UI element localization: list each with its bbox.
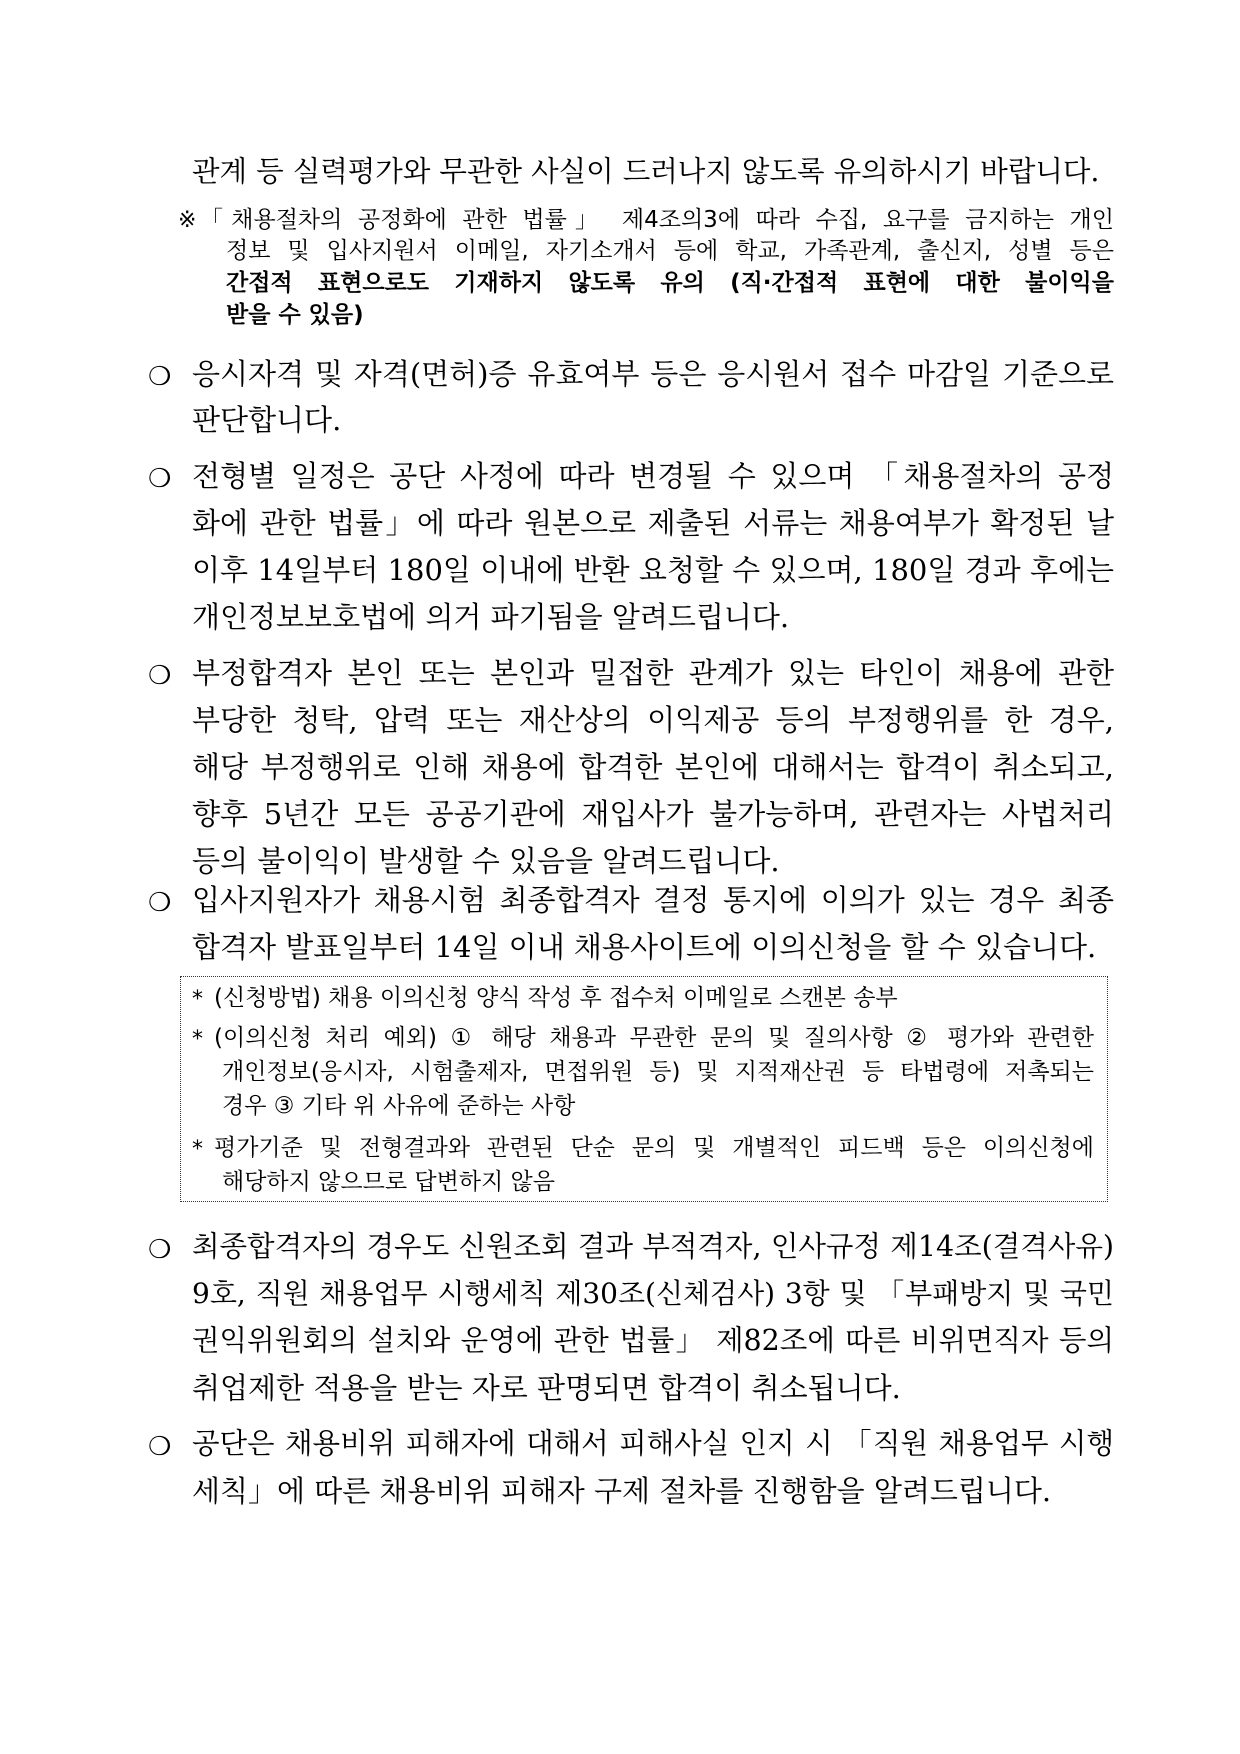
asterisk-mark: * xyxy=(192,1027,203,1052)
item-line: 개인정보보호법에 의거 파기됨을 알려드립니다. xyxy=(192,600,790,634)
intro-line: 관계 등 실력평가와 무관한 사실이 드러나지 않도록 유의하시기 바랍니다. xyxy=(192,155,1100,188)
item-line: 해당 부정행위로 인해 채용에 합격한 본인에 대해서는 합격이 취소되고, xyxy=(192,750,1114,784)
box-line: 해당하지 않으므로 답변하지 않음 xyxy=(222,1169,555,1195)
item-line: 입사지원자가 채용시험 최종합격자 결정 통지에 이의가 있는 경우 최종 xyxy=(192,883,1114,917)
item-line: 공단은 채용비위 피해자에 대해서 피해사실 인지 시 「직원 채용업무 시행 xyxy=(192,1427,1114,1460)
item-line: 취업제한 적용을 받는 자로 판명되면 합격이 취소됩니다. xyxy=(192,1371,901,1405)
item-line: 등의 불이익이 발생할 수 있음을 알려드립니다. xyxy=(192,844,780,878)
item-line: 9호, 직원 채용업무 시행세칙 제30조(신체검사) 3항 및 「부패방지 및 국민 xyxy=(192,1277,1114,1310)
item-line: 최종합격자의 경우도 신원조회 결과 부적격자, 인사규정 제14조(결격사유) xyxy=(192,1230,1114,1263)
item-line: 이후 14일부터 180일 이내에 반환 요청할 수 있으며, 180일 경과 후에는 xyxy=(192,553,1114,587)
item-line: 합격자 발표일부터 14일 이내 채용사이트에 이의신청을 할 수 있습니다. xyxy=(192,930,1097,964)
note-line: 「채용절차의 공정화에 관한 법률」 제4조의3에 따라 수집, 요구를 금지하는 개인 xyxy=(200,207,1114,233)
bullet-icon: ❍ xyxy=(148,1432,172,1462)
item-line: 권익위원회의 설치와 운영에 관한 법률」 제82조에 따른 비위면직자 등의 xyxy=(192,1324,1114,1357)
note-reference-mark: ※ xyxy=(178,208,197,233)
item-line: 판단합니다. xyxy=(192,403,342,437)
box-line: 경우 ③ 기타 위 사유에 준하는 사항 xyxy=(222,1093,576,1119)
item-line: 화에 관한 법률」에 따라 원본으로 제출된 서류는 채용여부가 확정된 날 xyxy=(192,506,1114,540)
item-line: 향후 5년간 모든 공공기관에 재입사가 불가능하며, 관련자는 사법처리 xyxy=(192,797,1114,831)
item-line: 세칙」에 따른 채용비위 피해자 구제 절차를 진행함을 알려드립니다. xyxy=(192,1474,1052,1508)
asterisk-mark: * xyxy=(192,987,203,1012)
box-line: (신청방법) 채용 이의신청 양식 작성 후 접수처 이메일로 스캔본 송부 xyxy=(214,985,898,1011)
bullet-icon: ❍ xyxy=(148,464,172,494)
item-line: 전형별 일정은 공단 사정에 따라 변경될 수 있으며 「채용절차의 공정 xyxy=(192,459,1114,493)
bullet-icon: ❍ xyxy=(148,362,172,392)
box-line: 평가기준 및 전형결과와 관련된 단순 문의 및 개별적인 피드백 등은 이의신청에 xyxy=(214,1135,1094,1161)
box-line: 개인정보(응시자, 시험출제자, 면접위원 등) 및 지적재산권 등 타법령에 저촉되는 xyxy=(222,1059,1094,1085)
bullet-icon: ❍ xyxy=(148,1235,172,1265)
bullet-icon: ❍ xyxy=(148,661,172,691)
note-bold-line: 간접적 표현으로도 기재하지 않도록 유의 (직·간접적 표현에 대한 불이익을 xyxy=(226,270,1114,296)
bullet-icon: ❍ xyxy=(148,888,172,918)
item-line: 부당한 청탁, 압력 또는 재산상의 이익제공 등의 부정행위를 한 경우, xyxy=(192,703,1114,737)
box-line: (이의신청 처리 예외) ① 해당 채용과 무관한 문의 및 질의사항 ② 평가와 관련한 xyxy=(214,1025,1094,1051)
item-line: 응시자격 및 자격(면허)증 유효여부 등은 응시원서 접수 마감일 기준으로 xyxy=(192,357,1114,391)
item-line: 부정합격자 본인 또는 본인과 밀접한 관계가 있는 타인이 채용에 관한 xyxy=(192,656,1114,690)
note-bold-line: 받을 수 있음) xyxy=(226,302,364,328)
asterisk-mark: * xyxy=(192,1137,203,1162)
note-line: 정보 및 입사지원서 이메일, 자기소개서 등에 학교, 가족관계, 출신지, 성별 등은 xyxy=(226,238,1114,264)
